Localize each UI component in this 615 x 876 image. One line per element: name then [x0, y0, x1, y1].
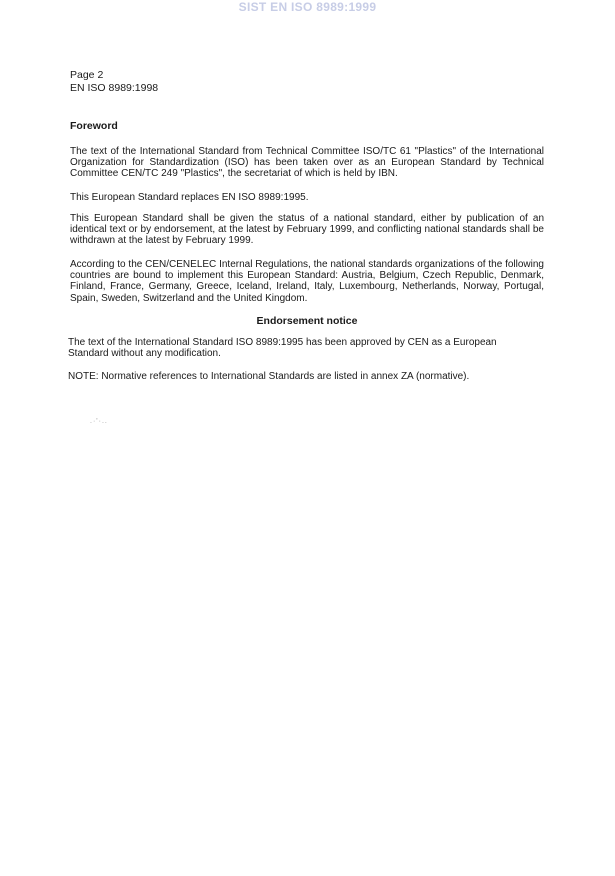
page-number: Page 2 [70, 69, 104, 81]
document-identifier: EN ISO 8989:1998 [70, 82, 159, 94]
normative-note: NOTE: Normative references to International Standards are listed in annex ZA (normative). [68, 371, 470, 382]
watermark: SIST EN ISO 8989:1999 [238, 0, 377, 14]
foreword-paragraph-3: This European Standard shall be given the status of a national standard, either by publication of an identical text or by endorsement, at the latest by February 1999, and conflicting national standards shall be withdrawn at the latest by February 1999. [70, 213, 544, 247]
foreword-paragraph-4: According to the CEN/CENELEC Internal Regulations, the national standards organizations of the following countries are bound to implement this European Standard: Austria, Belgium, Czech Republic, Denmark, Finland, France, Germany, Greece, Iceland, Ireland, Italy, Luxembourg, Netherlands, Norway, Portugal, Spain, Sweden, Switzerland and the United Kingdom. [70, 259, 544, 304]
foreword-paragraph-2: This European Standard replaces EN ISO 8989:1995. [70, 192, 309, 203]
endorsement-text: The text of the International Standard ISO 8989:1995 has been approved by CEN as a European Standard without any modification. [68, 337, 497, 360]
foreword-heading: Foreword [70, 120, 118, 132]
foreword-paragraph-1: The text of the International Standard from Technical Committee ISO/TC 61 "Plastics" of the International Organization for Standardization (ISO) has been taken over as an European Standard by Technical Committee CEN/TC 249 "Plastics", the secretariat of which is held by IBN. [70, 146, 544, 180]
endorsement-heading: Endorsement notice [256, 315, 358, 327]
scan-artifact: .·'·.. [90, 418, 108, 425]
page-header [70, 69, 158, 95]
